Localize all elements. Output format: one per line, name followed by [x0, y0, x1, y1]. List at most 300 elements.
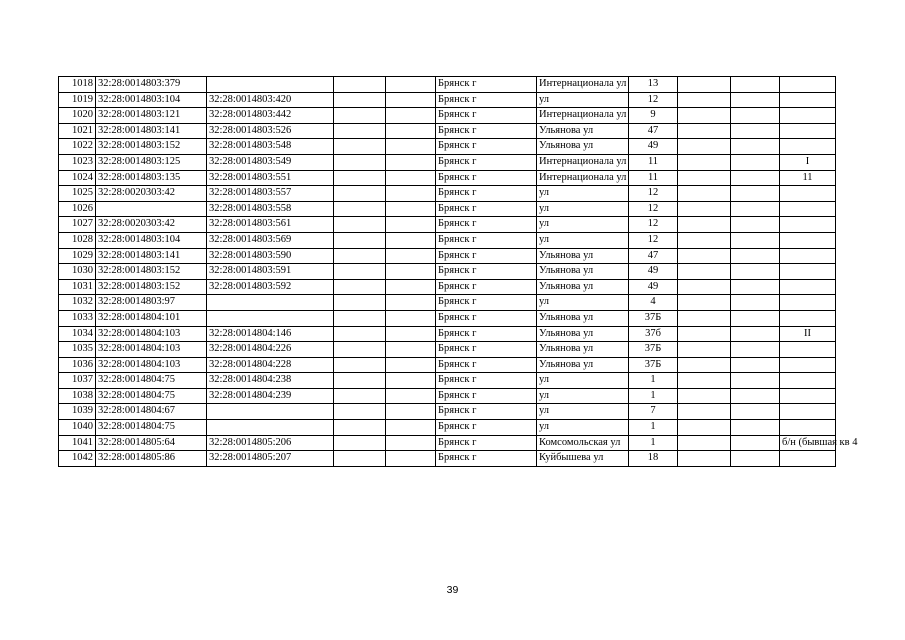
cadastral-number-cell: 32:28:0014804:103 — [96, 342, 207, 358]
empty-cell — [731, 139, 780, 155]
empty-cell — [386, 404, 436, 420]
cadastral-number-cell: 32:28:0014804:75 — [96, 388, 207, 404]
object-number-cell: 32:28:0014803:442 — [207, 108, 334, 124]
apartment-note-cell — [780, 451, 836, 467]
house-number-cell: 37Б — [629, 310, 678, 326]
house-number-cell: 11 — [629, 170, 678, 186]
empty-cell — [386, 326, 436, 342]
object-number-cell: 32:28:0014803:592 — [207, 279, 334, 295]
object-number-cell — [207, 420, 334, 436]
cadastral-number-cell: 32:28:0014803:152 — [96, 279, 207, 295]
house-number-cell: 49 — [629, 279, 678, 295]
empty-cell — [731, 388, 780, 404]
empty-cell — [334, 77, 386, 93]
city-cell: Брянск г — [436, 248, 537, 264]
empty-cell — [386, 92, 436, 108]
empty-cell — [334, 388, 386, 404]
apartment-note-cell: I — [780, 154, 836, 170]
apartment-note-cell — [780, 279, 836, 295]
cadastral-number-cell: 32:28:0014803:141 — [96, 248, 207, 264]
city-cell: Брянск г — [436, 232, 537, 248]
city-cell: Брянск г — [436, 77, 537, 93]
empty-cell — [678, 279, 731, 295]
empty-cell — [334, 108, 386, 124]
street-cell: Интернационала ул — [537, 77, 629, 93]
row-number-cell: 1029 — [59, 248, 96, 264]
empty-cell — [731, 248, 780, 264]
object-number-cell: 32:28:0014803:420 — [207, 92, 334, 108]
table-row — [59, 451, 836, 467]
table-row — [59, 264, 836, 280]
row-number-cell: 1018 — [59, 77, 96, 93]
empty-cell — [334, 310, 386, 326]
empty-cell — [386, 186, 436, 202]
cadastral-number-cell: 32:28:0014804:101 — [96, 310, 207, 326]
table-row — [59, 77, 836, 93]
empty-cell — [678, 420, 731, 436]
street-cell: Интернационала ул — [537, 108, 629, 124]
empty-cell — [386, 310, 436, 326]
row-number-cell: 1035 — [59, 342, 96, 358]
empty-cell — [386, 108, 436, 124]
street-cell: Ульянова ул — [537, 264, 629, 280]
empty-cell — [678, 232, 731, 248]
city-cell: Брянск г — [436, 404, 537, 420]
page-number: 39 — [446, 584, 459, 596]
empty-cell — [678, 404, 731, 420]
city-cell: Брянск г — [436, 123, 537, 139]
city-cell: Брянск г — [436, 326, 537, 342]
empty-cell — [334, 326, 386, 342]
empty-cell — [334, 248, 386, 264]
empty-cell — [334, 170, 386, 186]
object-number-cell — [207, 404, 334, 420]
city-cell: Брянск г — [436, 264, 537, 280]
house-number-cell: 1 — [629, 388, 678, 404]
street-cell: ул — [537, 217, 629, 233]
city-cell: Брянск г — [436, 108, 537, 124]
empty-cell — [678, 435, 731, 451]
empty-cell — [386, 77, 436, 93]
table-row — [59, 186, 836, 202]
empty-cell — [334, 357, 386, 373]
empty-cell — [334, 404, 386, 420]
empty-cell — [731, 186, 780, 202]
empty-cell — [386, 123, 436, 139]
empty-cell — [731, 154, 780, 170]
empty-cell — [386, 201, 436, 217]
row-number-cell: 1023 — [59, 154, 96, 170]
empty-cell — [678, 264, 731, 280]
house-number-cell: 1 — [629, 435, 678, 451]
street-cell: ул — [537, 404, 629, 420]
object-number-cell: 32:28:0014804:238 — [207, 373, 334, 389]
empty-cell — [678, 310, 731, 326]
empty-cell — [678, 295, 731, 311]
row-number-cell: 1042 — [59, 451, 96, 467]
table-row — [59, 123, 836, 139]
empty-cell — [678, 388, 731, 404]
object-number-cell: 32:28:0014803:569 — [207, 232, 334, 248]
apartment-note-cell — [780, 248, 836, 264]
cadastral-number-cell: 32:28:0014803:379 — [96, 77, 207, 93]
street-cell: ул — [537, 373, 629, 389]
row-number-cell: 1039 — [59, 404, 96, 420]
empty-cell — [731, 108, 780, 124]
object-number-cell: 32:28:0014805:206 — [207, 435, 334, 451]
city-cell: Брянск г — [436, 420, 537, 436]
cadastral-number-cell — [96, 201, 207, 217]
row-number-cell: 1033 — [59, 310, 96, 326]
street-cell: ул — [537, 420, 629, 436]
street-cell: Ульянова ул — [537, 342, 629, 358]
cadastral-number-cell: 32:28:0014803:104 — [96, 92, 207, 108]
row-number-cell: 1022 — [59, 139, 96, 155]
table-row — [59, 435, 836, 451]
empty-cell — [731, 232, 780, 248]
city-cell: Брянск г — [436, 435, 537, 451]
object-number-cell — [207, 295, 334, 311]
street-cell: ул — [537, 201, 629, 217]
house-number-cell: 37Б — [629, 357, 678, 373]
empty-cell — [334, 123, 386, 139]
empty-cell — [386, 232, 436, 248]
empty-cell — [334, 295, 386, 311]
house-number-cell: 37б — [629, 326, 678, 342]
house-number-cell: 9 — [629, 108, 678, 124]
cadastral-number-cell: 32:28:0020303:42 — [96, 186, 207, 202]
row-number-cell: 1038 — [59, 388, 96, 404]
empty-cell — [731, 342, 780, 358]
city-cell: Брянск г — [436, 295, 537, 311]
house-number-cell: 12 — [629, 232, 678, 248]
street-cell: ул — [537, 232, 629, 248]
street-cell: Ульянова ул — [537, 326, 629, 342]
empty-cell — [731, 326, 780, 342]
apartment-note-cell — [780, 295, 836, 311]
empty-cell — [386, 451, 436, 467]
cadastral-number-cell: 32:28:0014803:152 — [96, 264, 207, 280]
city-cell: Брянск г — [436, 310, 537, 326]
empty-cell — [334, 139, 386, 155]
apartment-note-cell — [780, 342, 836, 358]
object-number-cell: 32:28:0014803:590 — [207, 248, 334, 264]
apartment-note-cell — [780, 139, 836, 155]
empty-cell — [731, 310, 780, 326]
empty-cell — [731, 373, 780, 389]
empty-cell — [678, 373, 731, 389]
house-number-cell: 13 — [629, 77, 678, 93]
empty-cell — [678, 342, 731, 358]
registry-table — [58, 76, 858, 467]
table-row — [59, 279, 836, 295]
object-number-cell: 32:28:0014804:239 — [207, 388, 334, 404]
object-number-cell: 32:28:0014804:228 — [207, 357, 334, 373]
object-number-cell — [207, 77, 334, 93]
empty-cell — [678, 326, 731, 342]
city-cell: Брянск г — [436, 388, 537, 404]
street-cell: ул — [537, 186, 629, 202]
apartment-note-cell — [780, 373, 836, 389]
empty-cell — [386, 373, 436, 389]
empty-cell — [678, 357, 731, 373]
city-cell: Брянск г — [436, 139, 537, 155]
table-row — [59, 404, 836, 420]
city-cell: Брянск г — [436, 170, 537, 186]
city-cell: Брянск г — [436, 201, 537, 217]
empty-cell — [334, 92, 386, 108]
empty-cell — [678, 154, 731, 170]
street-cell: ул — [537, 388, 629, 404]
cadastral-number-cell: 32:28:0014805:64 — [96, 435, 207, 451]
object-number-cell: 32:28:0014803:549 — [207, 154, 334, 170]
city-cell: Брянск г — [436, 217, 537, 233]
empty-cell — [678, 77, 731, 93]
object-number-cell: 32:28:0014803:551 — [207, 170, 334, 186]
house-number-cell: 37Б — [629, 342, 678, 358]
apartment-note-cell — [780, 217, 836, 233]
city-cell: Брянск г — [436, 154, 537, 170]
street-cell: Ульянова ул — [537, 279, 629, 295]
object-number-cell: 32:28:0014803:561 — [207, 217, 334, 233]
empty-cell — [334, 435, 386, 451]
house-number-cell: 12 — [629, 217, 678, 233]
row-number-cell: 1030 — [59, 264, 96, 280]
apartment-note-cell — [780, 186, 836, 202]
table-row — [59, 139, 836, 155]
empty-cell — [386, 295, 436, 311]
street-cell: Ульянова ул — [537, 139, 629, 155]
cadastral-number-cell: 32:28:0014803:125 — [96, 154, 207, 170]
house-number-cell: 1 — [629, 420, 678, 436]
row-number-cell: 1021 — [59, 123, 96, 139]
apartment-note-cell — [780, 404, 836, 420]
empty-cell — [678, 186, 731, 202]
empty-cell — [678, 92, 731, 108]
empty-cell — [386, 435, 436, 451]
empty-cell — [731, 451, 780, 467]
house-number-cell: 7 — [629, 404, 678, 420]
row-number-cell: 1031 — [59, 279, 96, 295]
object-number-cell: 32:28:0014803:558 — [207, 201, 334, 217]
empty-cell — [731, 201, 780, 217]
house-number-cell: 18 — [629, 451, 678, 467]
object-number-cell: 32:28:0014804:146 — [207, 326, 334, 342]
row-number-cell: 1034 — [59, 326, 96, 342]
house-number-cell: 49 — [629, 264, 678, 280]
row-number-cell: 1036 — [59, 357, 96, 373]
row-number-cell: 1027 — [59, 217, 96, 233]
empty-cell — [386, 342, 436, 358]
empty-cell — [731, 123, 780, 139]
table-row — [59, 373, 836, 389]
apartment-note-cell — [780, 108, 836, 124]
empty-cell — [334, 373, 386, 389]
table-row — [59, 248, 836, 264]
empty-cell — [731, 77, 780, 93]
house-number-cell: 49 — [629, 139, 678, 155]
empty-cell — [678, 139, 731, 155]
table-row — [59, 92, 836, 108]
house-number-cell: 47 — [629, 248, 678, 264]
row-number-cell: 1040 — [59, 420, 96, 436]
empty-cell — [386, 420, 436, 436]
table-row — [59, 357, 836, 373]
row-number-cell: 1024 — [59, 170, 96, 186]
table-row — [59, 108, 836, 124]
apartment-note-cell — [780, 357, 836, 373]
row-number-cell: 1041 — [59, 435, 96, 451]
apartment-note-cell — [780, 310, 836, 326]
empty-cell — [731, 170, 780, 186]
table-row — [59, 232, 836, 248]
table-body — [59, 77, 858, 467]
house-number-cell: 12 — [629, 186, 678, 202]
city-cell: Брянск г — [436, 342, 537, 358]
city-cell: Брянск г — [436, 373, 537, 389]
empty-cell — [678, 170, 731, 186]
empty-cell — [678, 248, 731, 264]
house-number-cell: 11 — [629, 154, 678, 170]
table-row — [59, 326, 836, 342]
table-row — [59, 295, 836, 311]
cadastral-number-cell: 32:28:0014804:75 — [96, 373, 207, 389]
apartment-note-cell — [780, 388, 836, 404]
empty-cell — [386, 139, 436, 155]
city-cell: Брянск г — [436, 451, 537, 467]
empty-cell — [678, 451, 731, 467]
empty-cell — [731, 217, 780, 233]
empty-cell — [731, 264, 780, 280]
street-cell: Куйбышева ул — [537, 451, 629, 467]
city-cell: Брянск г — [436, 279, 537, 295]
empty-cell — [334, 451, 386, 467]
cadastral-number-cell: 32:28:0014803:141 — [96, 123, 207, 139]
empty-cell — [334, 186, 386, 202]
table-row — [59, 310, 836, 326]
apartment-note-cell: 11 — [780, 170, 836, 186]
object-number-cell: 32:28:0014803:557 — [207, 186, 334, 202]
empty-cell — [334, 154, 386, 170]
empty-cell — [678, 217, 731, 233]
row-number-cell: 1020 — [59, 108, 96, 124]
empty-cell — [678, 108, 731, 124]
street-cell: Интернационала ул — [537, 154, 629, 170]
empty-cell — [386, 279, 436, 295]
object-number-cell: 32:28:0014803:526 — [207, 123, 334, 139]
street-cell: Ульянова ул — [537, 248, 629, 264]
object-number-cell: 32:28:0014805:207 — [207, 451, 334, 467]
object-number-cell: 32:28:0014803:548 — [207, 139, 334, 155]
row-number-cell: 1032 — [59, 295, 96, 311]
empty-cell — [334, 264, 386, 280]
empty-cell — [386, 154, 436, 170]
table-row — [59, 420, 836, 436]
empty-cell — [386, 264, 436, 280]
empty-cell — [334, 201, 386, 217]
row-number-cell: 1028 — [59, 232, 96, 248]
table-row — [59, 170, 836, 186]
apartment-note-cell — [780, 201, 836, 217]
empty-cell — [678, 201, 731, 217]
empty-cell — [731, 357, 780, 373]
object-number-cell — [207, 310, 334, 326]
cadastral-number-cell: 32:28:0014803:97 — [96, 295, 207, 311]
table-row — [59, 154, 836, 170]
street-cell: Ульянова ул — [537, 123, 629, 139]
empty-cell — [334, 420, 386, 436]
cadastral-number-cell: 32:28:0020303:42 — [96, 217, 207, 233]
row-number-cell: 1026 — [59, 201, 96, 217]
cadastral-number-cell: 32:28:0014803:152 — [96, 139, 207, 155]
house-number-cell: 12 — [629, 92, 678, 108]
empty-cell — [334, 342, 386, 358]
row-number-cell: 1037 — [59, 373, 96, 389]
object-number-cell: 32:28:0014803:591 — [207, 264, 334, 280]
table-row — [59, 217, 836, 233]
cadastral-number-cell: 32:28:0014803:121 — [96, 108, 207, 124]
cadastral-number-cell: 32:28:0014803:135 — [96, 170, 207, 186]
house-number-cell: 4 — [629, 295, 678, 311]
empty-cell — [386, 248, 436, 264]
empty-cell — [386, 217, 436, 233]
apartment-note-cell: б/н (бывшая кв 4 — [780, 435, 836, 451]
street-cell: Интернационала ул — [537, 170, 629, 186]
house-number-cell: 47 — [629, 123, 678, 139]
city-cell: Брянск г — [436, 357, 537, 373]
apartment-note-cell: II — [780, 326, 836, 342]
empty-cell — [334, 217, 386, 233]
cadastral-number-cell: 32:28:0014804:75 — [96, 420, 207, 436]
street-cell: Ульянова ул — [537, 310, 629, 326]
cadastral-number-cell: 32:28:0014804:67 — [96, 404, 207, 420]
cadastral-number-cell: 32:28:0014804:103 — [96, 326, 207, 342]
house-number-cell: 1 — [629, 373, 678, 389]
row-number-cell: 1019 — [59, 92, 96, 108]
cadastral-number-cell: 32:28:0014803:104 — [96, 232, 207, 248]
empty-cell — [731, 420, 780, 436]
empty-cell — [731, 92, 780, 108]
cadastral-number-cell: 32:28:0014804:103 — [96, 357, 207, 373]
table-row — [59, 201, 836, 217]
empty-cell — [386, 388, 436, 404]
apartment-note-cell — [780, 264, 836, 280]
apartment-note-cell — [780, 232, 836, 248]
empty-cell — [334, 232, 386, 248]
table-row — [59, 388, 836, 404]
object-number-cell: 32:28:0014804:226 — [207, 342, 334, 358]
empty-cell — [386, 170, 436, 186]
empty-cell — [386, 357, 436, 373]
table-row — [59, 342, 836, 358]
empty-cell — [731, 435, 780, 451]
city-cell: Брянск г — [436, 186, 537, 202]
apartment-note-cell — [780, 77, 836, 93]
empty-cell — [678, 123, 731, 139]
empty-cell — [334, 279, 386, 295]
apartment-note-cell — [780, 420, 836, 436]
street-cell: ул — [537, 92, 629, 108]
empty-cell — [731, 295, 780, 311]
empty-cell — [731, 279, 780, 295]
street-cell: Комсомольская ул — [537, 435, 629, 451]
street-cell: ул — [537, 295, 629, 311]
street-cell: Ульянова ул — [537, 357, 629, 373]
house-number-cell: 12 — [629, 201, 678, 217]
city-cell: Брянск г — [436, 92, 537, 108]
apartment-note-cell — [780, 92, 836, 108]
cadastral-number-cell: 32:28:0014805:86 — [96, 451, 207, 467]
